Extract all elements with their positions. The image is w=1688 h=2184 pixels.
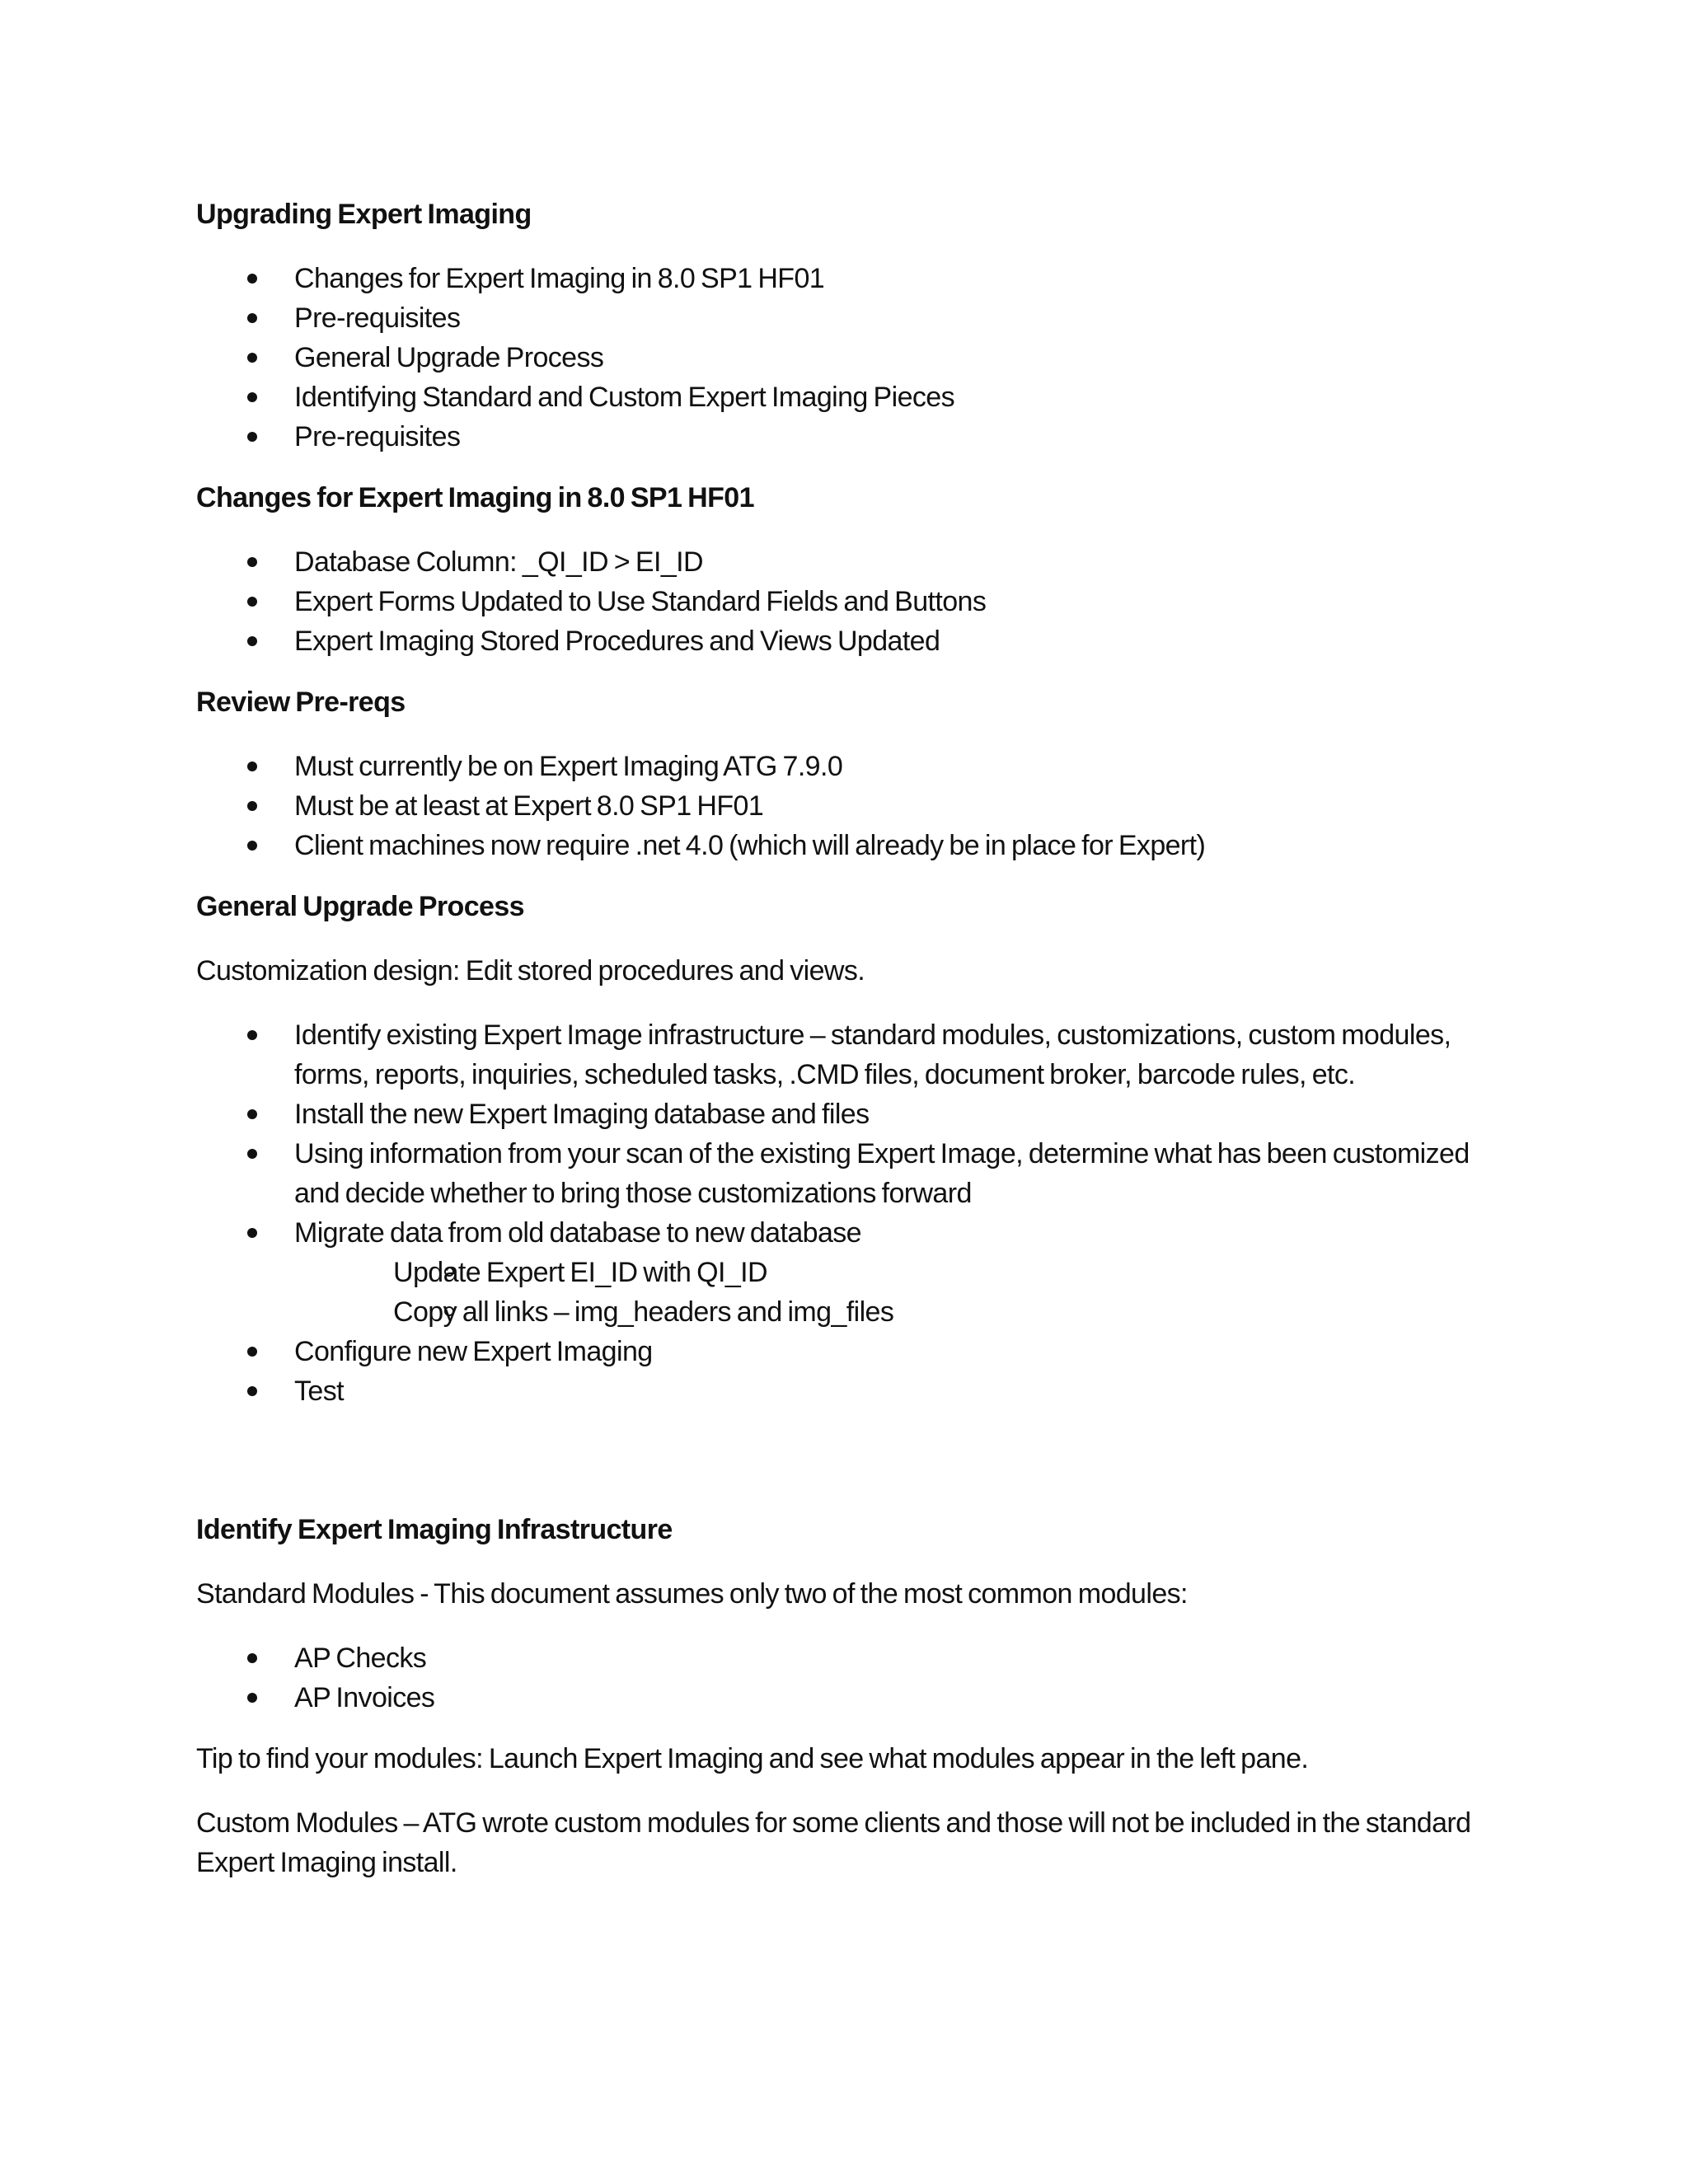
list-item-text: AP Invoices xyxy=(294,1682,435,1713)
list-item xyxy=(196,542,1498,582)
prereqs-list xyxy=(196,747,1498,865)
list-item-text: Expert Imaging Stored Procedures and Views Updated xyxy=(294,626,940,657)
list-item-text: Test xyxy=(294,1376,344,1407)
changes-list xyxy=(196,542,1498,661)
bullet-icon xyxy=(247,1109,257,1119)
list-item-text: Expert Forms Updated to Use Standard Fields and Buttons xyxy=(294,586,987,617)
changes-heading: Changes for Expert Imaging in 8.0 SP1 HF01 xyxy=(196,482,754,513)
toc-list xyxy=(196,259,1498,457)
upgrade-list xyxy=(196,1015,1498,1411)
list-item-text: Identifying Standard and Custom Expert Imaging Pieces xyxy=(294,382,955,413)
infra-list xyxy=(196,1638,1498,1718)
sublist-item-text: Copy all links – img_headers and img_files xyxy=(393,1296,894,1328)
bullet-icon xyxy=(247,801,257,811)
list-item xyxy=(196,786,1498,826)
list-item-text: General Upgrade Process xyxy=(294,342,604,373)
list-item xyxy=(196,338,1498,377)
bullet-icon xyxy=(247,841,257,851)
list-item xyxy=(196,298,1498,338)
bullet-icon xyxy=(247,1693,257,1703)
bullet-icon xyxy=(247,1653,257,1663)
list-item xyxy=(196,1371,1498,1411)
upgrade-intro: Customization design: Edit stored procedures and views. xyxy=(196,955,865,987)
list-item xyxy=(196,1678,1498,1718)
list-item-text: Using information from your scan of the existing Expert Image, determine what has been customized and decide whether to bring those customizations forward xyxy=(294,1138,1470,1209)
list-item-text: AP Checks xyxy=(294,1643,427,1674)
list-item xyxy=(196,826,1498,865)
infra-intro: Standard Modules - This document assumes only two of the most common modules: xyxy=(196,1578,1188,1610)
upgrade-heading: General Upgrade Process xyxy=(196,891,524,922)
list-item-text: Changes for Expert Imaging in 8.0 SP1 HF01 xyxy=(294,263,825,294)
migrate-sublist xyxy=(294,1253,1498,1332)
list-item xyxy=(196,1015,1498,1094)
bullet-icon xyxy=(247,1149,257,1159)
list-item xyxy=(196,621,1498,661)
infra-custom: Custom Modules – ATG wrote custom modules for some clients and those will not be included in the standard Expert Imaging install. xyxy=(196,1807,1471,1878)
list-item xyxy=(196,582,1498,621)
list-item xyxy=(196,259,1498,298)
sublist-item-text: Update Expert EI_ID with QI_ID xyxy=(393,1257,767,1288)
bullet-icon xyxy=(247,1228,257,1238)
list-item xyxy=(196,1332,1498,1371)
list-item xyxy=(196,417,1498,457)
bullet-icon xyxy=(247,392,257,402)
bullet-icon xyxy=(247,274,257,284)
list-item-text: Configure new Expert Imaging xyxy=(294,1336,653,1367)
list-item xyxy=(196,1638,1498,1678)
hollow-bullet-icon xyxy=(444,1267,454,1277)
list-item xyxy=(196,1094,1498,1134)
bullet-icon xyxy=(247,597,257,607)
document-title: Upgrading Expert Imaging xyxy=(196,199,532,230)
list-item-text: Identify existing Expert Image infrastructure – standard modules, customizations, custom modules, forms, reports, inquiries, scheduled tasks, .CMD files, document broker, barcode rules, etc. xyxy=(294,1019,1451,1090)
bullet-icon xyxy=(247,432,257,442)
bullet-icon xyxy=(247,1347,257,1357)
bullet-icon xyxy=(247,1030,257,1040)
list-item-text: Database Column: _QI_ID > EI_ID xyxy=(294,546,703,578)
bullet-icon xyxy=(247,313,257,323)
spacer xyxy=(196,1432,1498,1510)
list-item-text: Pre-requisites xyxy=(294,421,461,452)
infra-heading: Identify Expert Imaging Infrastructure xyxy=(196,1514,673,1545)
list-item-text: Pre-requisites xyxy=(294,302,461,334)
prereqs-heading: Review Pre-reqs xyxy=(196,687,406,718)
document-page xyxy=(196,194,1498,1907)
infra-tip: Tip to find your modules: Launch Expert Imaging and see what modules appear in the left pane. xyxy=(196,1743,1309,1774)
list-item-text: Migrate data from old database to new database xyxy=(294,1217,861,1249)
list-item xyxy=(196,747,1498,786)
hollow-bullet-icon xyxy=(444,1306,454,1316)
list-item xyxy=(196,1134,1498,1213)
bullet-icon xyxy=(247,636,257,646)
list-item-text: Install the new Expert Imaging database and files xyxy=(294,1099,870,1130)
bullet-icon xyxy=(247,1386,257,1396)
list-item-text: Must be at least at Expert 8.0 SP1 HF01 xyxy=(294,790,764,822)
sublist-item xyxy=(294,1292,1498,1332)
bullet-icon xyxy=(247,762,257,771)
bullet-icon xyxy=(247,353,257,363)
sublist-item xyxy=(294,1253,1498,1292)
list-item-text: Client machines now require .net 4.0 (which will already be in place for Expert) xyxy=(294,830,1206,861)
list-item xyxy=(196,377,1498,417)
list-item xyxy=(196,1213,1498,1332)
bullet-icon xyxy=(247,557,257,567)
list-item-text: Must currently be on Expert Imaging ATG 7.9.0 xyxy=(294,751,843,782)
